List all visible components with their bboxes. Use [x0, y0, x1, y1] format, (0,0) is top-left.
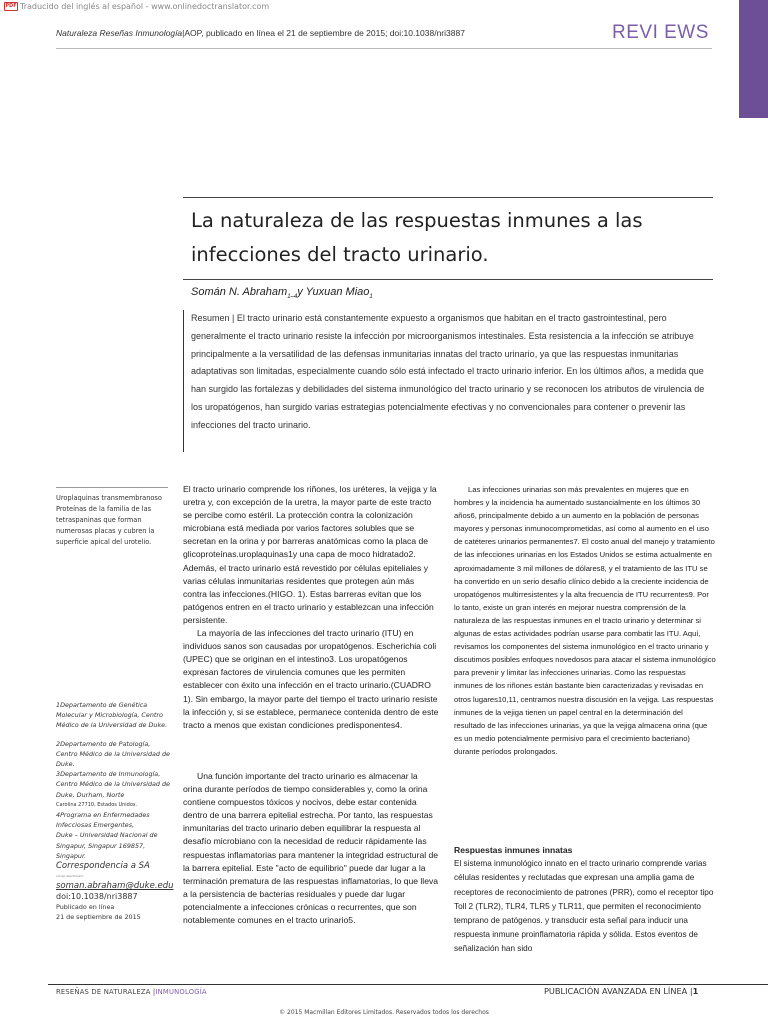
paragraph-5: El sistema inmunológico innato en el tracto urinario comprende varias células residentes y reclutadas que expresan una amplia gama de receptores de reconocimiento de patrones (PRR), como el receptor tipo Toll 2 (TLR2), TLR4, TLR5 y TLR11, que permiten el reconocimiento temprano de patógenos. y transducir esta señal para inducir una respuesta inmune proinflamatoria rápida y sólida. Estos eventos de señalización han sido: [454, 859, 714, 954]
header-divider: [56, 48, 712, 49]
journal-citation: [56, 28, 465, 38]
email-link[interactable]: soman.abraham@duke.edu: [56, 881, 174, 892]
body-column-middle: [183, 483, 439, 732]
abstract-left-rule: [183, 310, 184, 452]
affiliation-3b: Carolina 27710, Estados Unidos.: [56, 801, 138, 808]
translator-banner[interactable]: [4, 0, 269, 12]
affiliation-4: 4Programa en Enfermedades Infecciosas Emergentes,: [56, 811, 150, 830]
body-column-right-lower: [454, 843, 716, 957]
correspondence: Correspondencia a SA: [56, 861, 150, 872]
doi: doi:10.1038/nri3887: [56, 891, 138, 901]
translator-link[interactable]: Traducido del inglés al español - www.onlinedoctranslator.com: [20, 1, 270, 11]
affiliations: [56, 700, 172, 922]
authors: [191, 286, 373, 300]
glossary-definition: Proteínas de la familia de las tetraspaninas que forman numerosas placas y cubren la superficie apical del urotelio.: [56, 505, 155, 546]
published-date: 21 de septiembre de 2015: [56, 913, 141, 922]
author-1: Somán N. Abraham: [191, 286, 288, 298]
footer-divider: [48, 984, 768, 985]
paragraph-1: El tracto urinario comprende los riñones, los uréteres, la vejiga y la uretra y, con excepción de la uretra, la mayor parte de este tracto se percibe como estéril. La protección contra la colonización microbiana está mediada por varios factores solubles que se secretan en la orina y por barreras anatómicas como la placa de glicoproteínas.uroplaquinas1y una capa de moco hidratado2. Además, el tracto urinario está revestido por células epiteliales y varias células inmunitarias residentes que protegen aún más contra las infecciones.(HIGO. 1). Estas barreras evitan que los patógenos entren en el tracto urinario y establezcan una infección persistente.: [183, 484, 437, 625]
glossary-term: Uroplaquinas transmembranoso: [56, 494, 162, 502]
section-tab-bar: [739, 0, 768, 118]
paragraph-4: Las infecciones urinarias son más prevalentes en mujeres que en hombres y la incidencia ha aumentado sustancialmente en los últimos 30 años6, principalmente debido a un aumento en la población de personas mayores y personas inmunocomprometidas, así como al aumento en el uso de catéteres urinarios permanentes7. El costo anual del manejo y tratamiento de las infecciones urinarias en los Estados Unidos se estima actualmente en aproximadamente 3 mil millones de dólares8, y el tratamiento de las ITU se ha convertido en un serio desafío clínico debido a la creciente incidencia de uropatógenos multirresistentes y la alta frecuencia de ITU recurrentes9. Por lo tanto, existe un gran interés en mejorar nuestra comprensión de la naturaleza de las respuestas inmunes en el tracto urinario y determinar si algunas de estas actividades podrían usarse para combatir las ITU. Aquí, revisamos los componentes del sistema inmunológico en el tracto urinario y discutimos posibles enfoques novedosos para atacar el sistema inmunológico para prevenir y limitar las infecciones urinarias. Como las respuestas inmunes de los riñones están bastante bien caracterizadas y revisadas en otros lugares10,11, centramos nuestra discusión en la vejiga. Las respuestas inmunes de la vejiga tienen un papel central en la determinación del resultado de las infecciones urinarias, ya que la vejiga almacena orina (que es un medio potencialmente permisivo para el crecimiento bacteriano) durante períodos prolongados.: [454, 485, 716, 756]
body-column-middle-lower: [183, 770, 439, 927]
abstract: Resumen | El tracto urinario está constantemente expuesto a organismos que habitan en el tracto gastrointestinal, pero generalmente el tracto urinario resiste la infección por microorganismos intestinales. Esta resistencia a la infección se atribuye principalmente a la versatilidad de las defensas inmunitarias innatas del tracto urinario, ya que las respuestas inmunitarias adaptativas son limitadas, especialmente cuando sólo está infectado el tracto urinario inferior. En los últimos años, a medida que han surgido las fortalezas y debilidades del sistema inmunológico del tracto urinario y se reconocen los atributos de virulencia de los uropatógenos, han surgido varias estrategias potencialmente efectivas y no convencionales para contener o prevenir las infecciones del tracto urinario.: [191, 313, 705, 430]
title-divider: [183, 279, 713, 280]
title-box: [183, 197, 713, 272]
author-2-affil: 1: [369, 294, 373, 301]
section-heading: Respuestas inmunes innatas: [454, 845, 573, 855]
journal-name: Naturaleza Reseñas Inmunología: [56, 28, 183, 38]
footer-subject: INMUNOLOGÍA: [155, 988, 207, 996]
section-label: REVI EWS: [612, 22, 709, 43]
email-label: correo electrónico:: [56, 874, 85, 879]
copyright: © 2015 Macmillan Editores Limitados. Reservados todos los derechos: [279, 1009, 489, 1016]
article-title: La naturaleza de las respuestas inmunes a las infecciones del tracto urinario.: [191, 209, 643, 266]
published-label: Publicado en línea: [56, 902, 115, 911]
pdf-icon: PDF: [5, 3, 17, 9]
author-2: y Yuxuan Miao: [297, 286, 370, 298]
page-number: 1: [692, 986, 699, 996]
affiliation-1: 1Departamento de Genética Molecular y Microbiología, Centro Médico de la Universidad de Duke.: [56, 701, 168, 730]
glossary-box: [56, 493, 168, 548]
affiliation-2: 2Departamento de Patología, Centro Médico de la Universidad de Duke.: [56, 739, 170, 769]
body-column-right: [454, 483, 716, 758]
footer-pub: PUBLICACIÓN AVANZADA EN LÍNEA |1: [544, 986, 699, 996]
affiliation-5: Duke – Universidad Nacional de Singapur, Singapur 169857, Singapur.: [56, 831, 158, 860]
author-1-affil: 1–4: [287, 294, 298, 301]
footer-journal: RESEÑAS DE NATURALEZA |INMUNOLOGÍA: [56, 988, 207, 996]
affiliation-3: 3Departamento de Inmunología, Centro Médico de la Universidad de Duke, Durham, Norte: [56, 770, 170, 799]
paragraph-3: Una función importante del tracto urinario es almacenar la orina durante períodos de tiempo considerables y, como la orina contiene compuestos tóxicos y nocivos, debe estar contenida dentro de una barrera epitelial estrecha. Por tanto, las respuestas inmunitarias del tracto urinario deben equilibrar la respuesta al desafío microbiano con la necesidad de reducir rápidamente las respuestas inflamatorias para mantener la integridad estructural de la barrera epitelial. Este "acto de equilibrio" puede dar lugar a la terminación prematura de las respuestas inflamatorias, lo que lleva a la persistencia de bacterias residuales y puede dar lugar potencialmente a infecciones crónicas o recurrentes, que son notablemente comunes en el tracto urinario5.: [183, 771, 439, 926]
citation-text: |AOP, publicado en línea el 21 de septiembre de 2015; doi:10.1038/nri3887: [182, 28, 465, 38]
paragraph-2: La mayoría de las infecciones del tracto urinario (ITU) en individuos sanos son causadas por uropatógenos. Escherichia coli (UPEC) que se originan en el intestino3. Los uropatógenos expresan factores de virulencia comunes que les permiten establecer con éxito una infección en el tracto urinario.(CUADRO 1). Sin embargo, la mayor parte del tiempo el tracto urinario resiste la infección y, si se establece, permanece contenida dentro de este tracto a menos que existan condiciones predisponentes4.: [183, 628, 439, 730]
glossary-divider: [56, 487, 168, 488]
